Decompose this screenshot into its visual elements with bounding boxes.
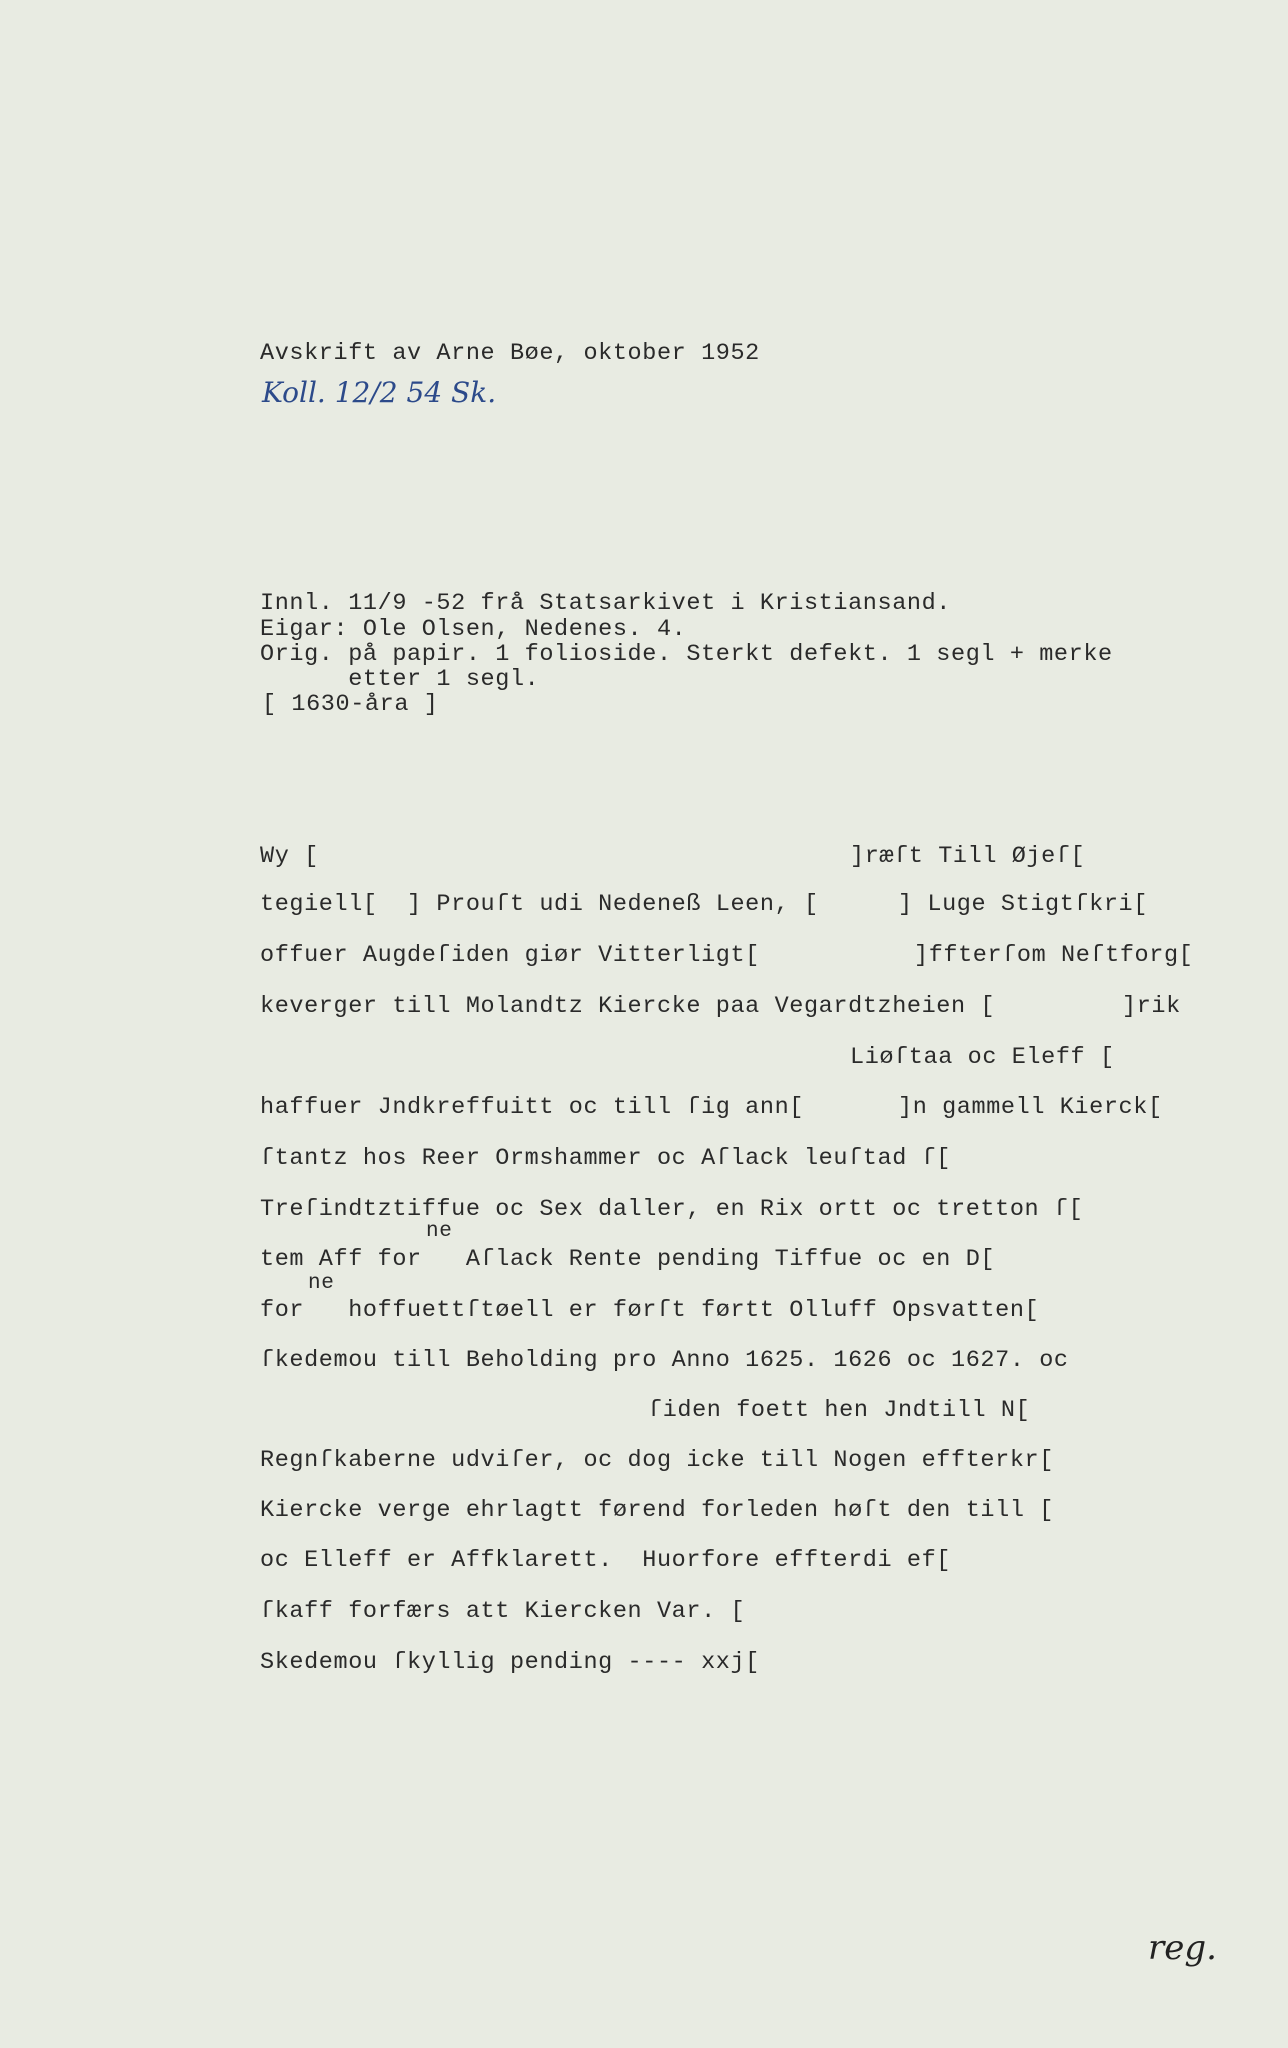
body-line-14: Kiercke verge ehrlagtt førend forleden høſt den till [	[260, 1497, 1054, 1524]
handwritten-reg-mark: reg.	[1148, 1928, 1217, 1968]
body-line-2b: ] Luge Stigtſkri[	[898, 891, 1148, 918]
superscript-ne-1: ne	[426, 1220, 453, 1243]
body-line-13: Regnſkaberne udviſer, oc dog icke till Nogen effterkr[	[260, 1447, 1054, 1474]
meta-line-owner: Eigar: Ole Olsen, Nedenes. 4.	[260, 616, 687, 643]
body-line-1b: ]ræſt Till Øjeſ[	[850, 843, 1086, 870]
body-line-3a: offuer Augdeſiden giør Vitterligt[	[260, 942, 760, 969]
superscript-ne-2: ne	[308, 1272, 335, 1295]
body-line-12: ſiden foett hen Jndtill N[	[648, 1397, 1031, 1424]
transcript-credit: Avskrift av Arne Bøe, oktober 1952	[260, 340, 760, 367]
body-line-3b: ]ffterſom Neſtforg[	[914, 942, 1194, 969]
body-line-11: ſkedemou till Beholding pro Anno 1625. 1626 oc 1627. oc	[260, 1347, 1069, 1374]
handwritten-collation-note: Koll. 12/2 54 Sk.	[262, 376, 497, 409]
body-line-6b: ]n gammell Kierck[	[898, 1094, 1163, 1121]
meta-line-original: Orig. på papir. 1 folioside. Sterkt defekt. 1 segl + merke	[260, 641, 1113, 668]
body-line-10: for hoffuettſtøell er førſt førtt Olluff Opsvatten[	[260, 1297, 1040, 1324]
meta-line-date: [ 1630-åra ]	[262, 691, 439, 718]
body-line-4a: keverger till Molandtz Kiercke paa Vegardtzheien [	[260, 993, 996, 1020]
meta-line-received: Innl. 11/9 -52 frå Statsarkivet i Kristiansand.	[260, 590, 952, 617]
body-line-5: Liøſtaa oc Eleff [	[850, 1044, 1115, 1071]
body-line-8: Treſindtztiffue oc Sex daller, en Rix ortt oc tretton ſ[	[260, 1196, 1084, 1223]
body-line-17: Skedemou ſkyllig pending ---- xxj[	[260, 1649, 760, 1676]
body-line-15: oc Elleff er Affklarett. Huorfore effterdi ef[	[260, 1547, 952, 1574]
body-line-2a: tegiell[ ] Prouſt udi Nedeneß Leen, [	[260, 891, 819, 918]
body-line-9: tem Aff for Aſlack Rente pending Tiffue oc en D[	[260, 1246, 996, 1273]
body-line-7: ſtantz hos Reer Ormshammer oc Aſlack leuſtad ſ[	[260, 1145, 952, 1172]
body-line-6a: haffuer Jndkreffuitt oc till ſig ann[	[260, 1094, 804, 1121]
body-line-16: ſkaff forfærs att Kiercken Var. [	[260, 1598, 746, 1625]
body-line-4b: ]rik	[1122, 993, 1181, 1020]
body-line-1a: Wy [	[260, 843, 319, 870]
meta-line-seal: etter 1 segl.	[260, 666, 540, 693]
